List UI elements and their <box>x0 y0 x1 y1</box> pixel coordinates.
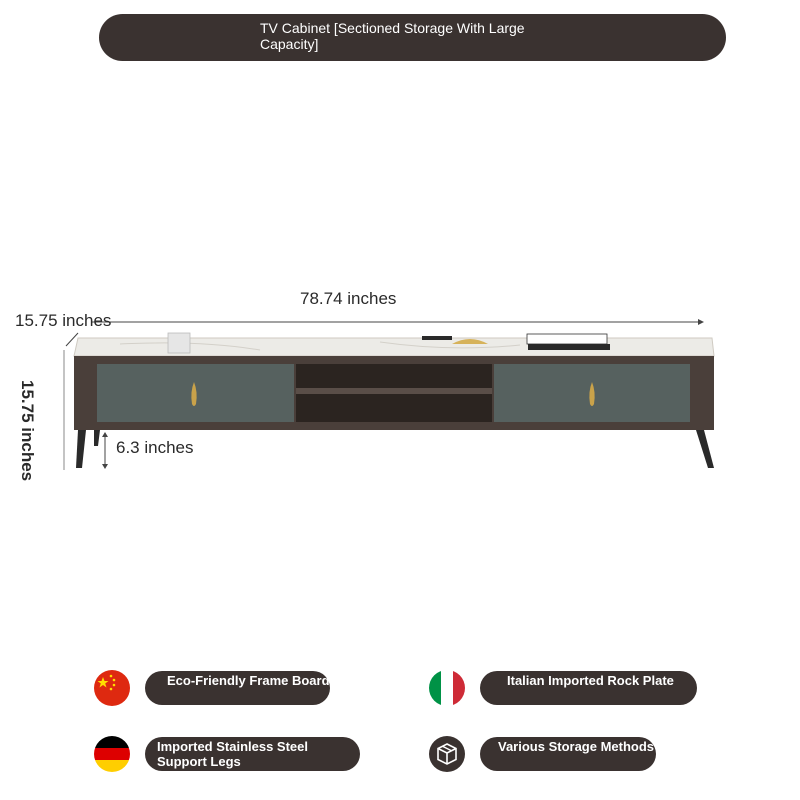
book-stack <box>527 334 607 344</box>
height-label: 15.75 inches <box>18 380 37 482</box>
leg-height-label: 6.3 inches <box>116 438 194 457</box>
left-front-leg <box>76 430 86 468</box>
germany-flag-icon <box>94 736 130 772</box>
width-arrowhead <box>698 319 704 325</box>
width-label: 78.74 inches <box>300 289 397 308</box>
feature-label: Eco-Friendly Frame Board <box>167 673 330 688</box>
right-front-leg <box>696 430 714 468</box>
china-flag-icon <box>94 670 130 706</box>
feature-stainless-steel-legs <box>145 737 360 771</box>
left-back-leg <box>94 430 100 446</box>
italy-flag-icon <box>429 670 465 706</box>
depth-label: 15.75 inches <box>15 311 112 330</box>
feature-label: Various Storage Methods <box>498 739 655 754</box>
page-title: TV Cabinet [Sectioned Storage With Large Capacity] <box>260 20 525 52</box>
feature-label: Imported Stainless Steel Support Legs <box>157 739 308 769</box>
box-icon <box>429 736 465 772</box>
shelf-board <box>296 388 492 394</box>
decor-item <box>422 336 452 340</box>
feature-label: Italian Imported Rock Plate <box>507 673 674 688</box>
feature-storage-methods <box>480 737 656 771</box>
feature-italian-rock-plate <box>480 671 697 705</box>
glass-decor <box>168 333 190 353</box>
feature-eco-friendly <box>145 671 330 705</box>
